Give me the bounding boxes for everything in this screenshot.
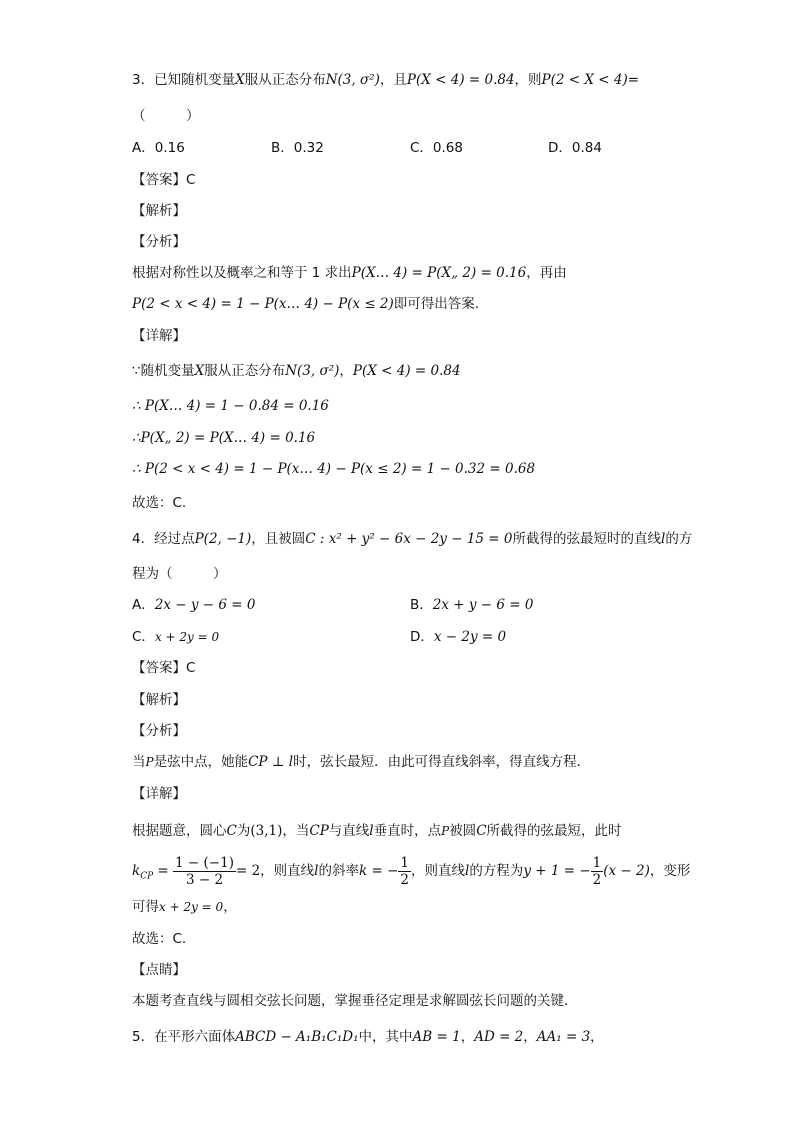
math: C — [226, 823, 237, 839]
fraction — [398, 855, 411, 888]
text: C． — [132, 629, 155, 645]
q3-paren: （ ） — [132, 108, 200, 124]
denominator: 2 — [400, 871, 409, 888]
q4-comment: 本题考查直线与圆相交弦长问题，掌握垂径定理是求解圆弦长问题的关键． — [132, 993, 578, 1009]
text: 的斜率 — [318, 863, 359, 879]
text: 服从正态分布 — [204, 363, 286, 379]
math: ABCD − A₁B₁C₁D₁ — [235, 1029, 359, 1045]
text: D． — [410, 629, 434, 645]
text: 根据题意，圆心 — [132, 823, 227, 839]
text: ， — [339, 363, 353, 379]
text: ，再由 — [526, 265, 567, 281]
q4-conclusion: 故选：C. — [132, 931, 187, 947]
math: CP ⊥ l — [248, 754, 294, 770]
q4-detail-line2: $k_{CP}$ = $\frac{1 - (-1)}{3 - 2}$ = 2，则直线l的斜率k = − $\frac{1}{2}$ ，则直线l的方程为y + 1 = − $\frac{1}{2}$ (x − 2)，变形 — [132, 854, 691, 888]
text: 根据对称性以及概率之和等于 1 求出 — [132, 265, 352, 281]
text: 可得 — [132, 899, 159, 915]
math: C — [476, 823, 487, 839]
text: 为 — [236, 823, 251, 839]
math: 2x + y − 6 = 0 — [432, 597, 534, 613]
math-p: P(2 < X < 4) — [541, 72, 628, 88]
text: ，则直线 — [260, 863, 315, 879]
text: ，且 — [379, 72, 407, 88]
text: 与直线 — [328, 823, 370, 839]
q4-dianjing: 【点睛】 — [132, 962, 186, 978]
q3-stem — [132, 70, 639, 90]
math-normal: N(3, σ²) — [285, 363, 340, 379]
text: 被圆 — [449, 823, 477, 839]
q3-detail-line2: ∴ P(X… 4) = 1 − 0.84 = 0.16 — [132, 398, 329, 414]
math: l — [369, 823, 374, 839]
q4-option-b — [410, 595, 533, 615]
text: A． — [132, 597, 155, 613]
text: ， — [223, 899, 237, 915]
text: 3．已知随机变量 — [132, 72, 236, 88]
q3-analysis-line2 — [132, 294, 479, 314]
numerator: 1 — [400, 854, 409, 871]
text: ，当 — [282, 823, 310, 839]
denominator: 3 − 2 — [185, 871, 224, 888]
math: (x − 2) — [603, 863, 650, 879]
q4-answer: 【答案】C — [132, 660, 196, 676]
q3-option-c: C．0.68 — [410, 140, 463, 156]
text: 4．经过点 — [132, 531, 195, 547]
math: l — [464, 863, 470, 879]
q4-fenxi: 【分析】 — [132, 723, 186, 739]
q4-detail-line3 — [132, 897, 237, 917]
math: x + 2y = 0 — [159, 900, 224, 914]
text: 的方程为 — [469, 863, 524, 879]
math-normal: N(3, σ²) — [325, 72, 380, 88]
q3-detail-line4: ∴ P(2 < x < 4) = 1 − P(x… 4) − P(x ≤ 2) = 1 − 0.32 = 0.68 — [132, 461, 536, 477]
math: AB = 1 — [412, 1029, 461, 1045]
q4-stem-line2: 程为（ ） — [132, 566, 227, 582]
text: 服从正态分布 — [244, 72, 326, 88]
math: P — [441, 824, 450, 838]
q3-conclusion: 故选：C. — [132, 495, 187, 511]
text: 当 — [132, 754, 146, 770]
math: (3,1) — [250, 823, 283, 839]
math: P(2 < x < 4) = 1 − P(x… 4) − P(x ≤ 2) — [132, 296, 394, 312]
q4-jiexi: 【解析】 — [132, 692, 186, 708]
math-p: P(X < 4) = 0.84 — [352, 363, 461, 379]
math: 2x − y − 6 = 0 — [154, 597, 256, 613]
math-x: X — [194, 363, 205, 379]
text: 的方 — [665, 531, 693, 547]
math: AA₁ = 3 — [536, 1029, 591, 1045]
fraction — [591, 855, 604, 888]
text: ，则直线 — [410, 863, 465, 879]
math-circle: C : x² + y² − 6x − 2y − 15 = 0 — [305, 531, 513, 547]
denominator: 2 — [592, 871, 602, 888]
math: k = − — [359, 863, 399, 879]
text: 时，弦长最短．由此可得直线斜率，得直线方程． — [293, 754, 591, 770]
math: l — [314, 863, 319, 879]
text: 所截得的弦最短时的直线 — [512, 531, 661, 547]
q3-option-b: B．0.32 — [271, 140, 324, 156]
q3-analysis-line1 — [132, 263, 567, 283]
q3-detail-line1 — [132, 361, 461, 381]
text: 是弦中点，她能 — [153, 754, 249, 770]
q5-stem — [132, 1027, 604, 1047]
math: y + 1 = − — [523, 863, 591, 879]
q3-answer: 【答案】C — [132, 172, 196, 188]
math: k — [132, 863, 141, 879]
text: ，则 — [514, 72, 542, 88]
math: AD = 2 — [474, 1029, 524, 1045]
q3-detail-line3: ∴P(X„ 2) = P(X… 4) = 0.16 — [132, 430, 316, 446]
q3-option-a: A．0.16 — [132, 140, 185, 156]
math: CP — [309, 823, 329, 839]
text: ， — [523, 1029, 537, 1045]
fraction — [173, 855, 236, 888]
numerator: 1 − (−1) — [175, 854, 234, 871]
q3-jiexi: 【解析】 — [132, 203, 186, 219]
text: 垂直时，点 — [373, 823, 442, 839]
q4-stem — [132, 529, 692, 549]
math: P(X… 4) = P(X„ 2) = 0.16 — [351, 265, 527, 281]
q4-option-d — [410, 627, 506, 647]
q4-detail-line1 — [132, 821, 622, 841]
q3-fenxi: 【分析】 — [132, 234, 186, 250]
math: P(2, −1) — [194, 531, 252, 547]
q4-xiangjie: 【详解】 — [132, 786, 186, 802]
math-p: P(X < 4) = 0.84 — [406, 72, 515, 88]
text: ，变形 — [649, 863, 691, 879]
text: = — [627, 72, 640, 88]
text: ， — [590, 1029, 604, 1045]
text: 5．在平形六面体 — [132, 1029, 236, 1045]
text: 中，其中 — [358, 1029, 413, 1045]
text: B． — [410, 597, 433, 613]
math-x: X — [235, 72, 245, 88]
q3-xiangjie: 【详解】 — [132, 328, 186, 344]
q4-option-c — [132, 627, 219, 647]
text: ， — [460, 1029, 475, 1045]
numerator: 1 — [592, 854, 602, 871]
q4-option-a — [132, 595, 255, 615]
text: ，且被圆 — [251, 531, 306, 547]
q3-option-d: D．0.84 — [548, 140, 602, 156]
math: CP — [140, 871, 154, 882]
text: ∵随机变量 — [132, 363, 195, 379]
q4-analysis — [132, 752, 590, 772]
math-l: l — [660, 531, 666, 547]
text: 即可得出答案. — [393, 296, 480, 312]
text: 所截得的弦最短，此时 — [486, 823, 622, 839]
math: x + 2y = 0 — [154, 630, 220, 644]
math: x − 2y = 0 — [433, 629, 507, 645]
math: P — [145, 755, 154, 769]
math: = 2 — [235, 863, 261, 879]
